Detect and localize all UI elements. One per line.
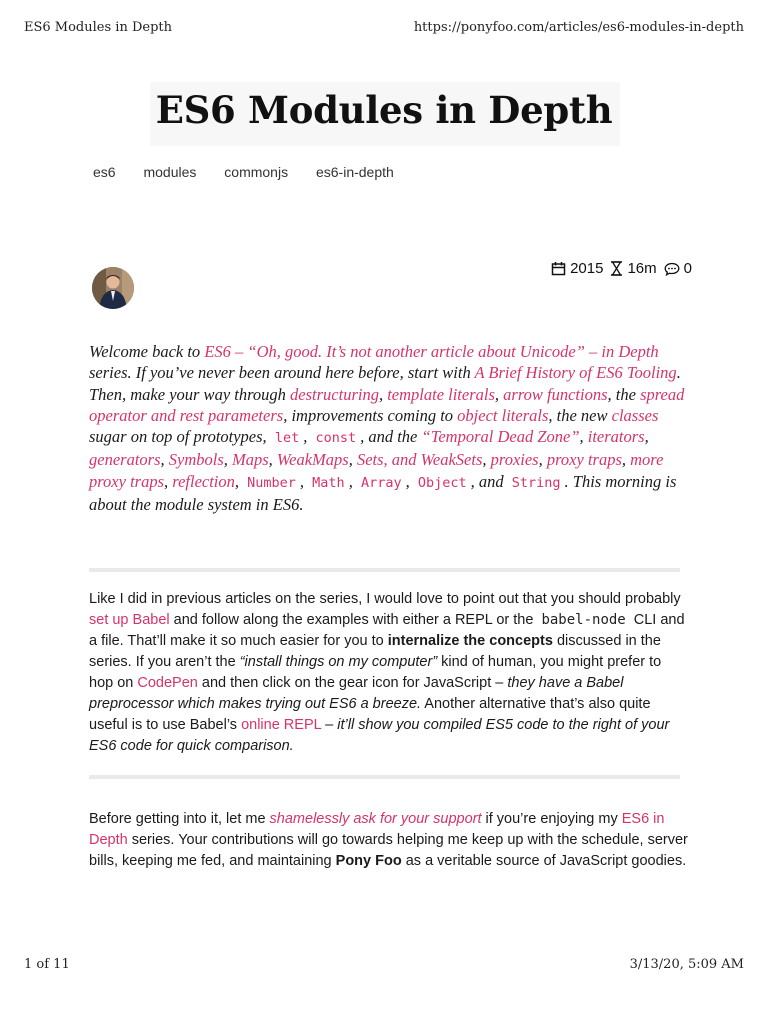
setup-paragraph: Like I did in previous articles on the series, I would love to point out that you should probably set up Babel and follow along the examples with either a REPL or the babel-node CLI and a file. That’ll make it so much easier for you to internalize the concepts discussed in the series. If you aren’t the “install things on my computer” kind of human, you might prefer to hop on CodePen and then click on the gear icon for JavaScript – they have a Babel preprocessor which makes trying out ES6 a breeze. Another alternative that’s also quite useful is to use Babel’s online REPL – it’ll show you compiled ES5 code to the right of your ES6 code for quick comparison. bbox=[89, 591, 685, 754]
tag-es6-in-depth[interactable]: es6-in-depth bbox=[315, 164, 394, 180]
code-array: Array bbox=[360, 474, 402, 491]
link-arrow-functions[interactable]: arrow functions bbox=[503, 384, 608, 404]
code-math: Math bbox=[312, 474, 345, 491]
link-sets-weaksets[interactable]: Sets, and WeakSets bbox=[356, 450, 483, 470]
section-divider bbox=[89, 775, 680, 779]
link-template-literals[interactable]: template literals bbox=[387, 384, 495, 404]
quote-install-things: “install things on my computer” bbox=[239, 654, 438, 670]
code-babel-node: babel-node bbox=[541, 612, 626, 628]
link-temporal-dead-zone[interactable]: “Temporal Dead Zone” bbox=[421, 427, 580, 447]
link-more-proxy-traps[interactable]: more proxy traps bbox=[89, 450, 664, 491]
link-proxies[interactable]: proxies bbox=[490, 450, 539, 470]
code-let: let bbox=[274, 430, 300, 447]
link-symbols[interactable]: Symbols bbox=[168, 450, 224, 470]
link-reflection[interactable]: reflection bbox=[172, 471, 235, 491]
calendar-icon bbox=[551, 261, 566, 276]
link-destructuring[interactable]: destructuring bbox=[290, 384, 379, 404]
link-maps[interactable]: Maps bbox=[232, 450, 269, 470]
code-string: String bbox=[511, 474, 561, 491]
brand-pony-foo: Pony Foo bbox=[335, 853, 402, 869]
link-es6-in-depth[interactable]: ES6 in Depth bbox=[89, 811, 665, 848]
tag-es6[interactable]: es6 bbox=[93, 164, 116, 180]
print-header-title: ES6 Modules in Depth bbox=[24, 20, 172, 35]
code-const: const bbox=[315, 430, 357, 447]
link-support[interactable]: shamelessly ask for your support bbox=[269, 811, 482, 827]
print-datetime: 3/13/20, 5:09 AM bbox=[629, 957, 744, 972]
link-set-up-babel[interactable]: set up Babel bbox=[89, 612, 170, 628]
meta-year: 2015 bbox=[570, 260, 604, 277]
link-proxy-traps[interactable]: proxy traps bbox=[546, 450, 622, 470]
link-iterators[interactable]: iterators bbox=[587, 427, 645, 447]
meta-read-time: 16m bbox=[627, 260, 657, 277]
link-spread-rest[interactable]: spread operator and rest parameters bbox=[89, 384, 685, 425]
link-weakmaps[interactable]: WeakMaps bbox=[276, 450, 349, 470]
note-compiled-es5: it’ll show you compiled ES5 code to the right of your ES6 code for quick comparison. bbox=[89, 717, 670, 754]
article-meta bbox=[551, 260, 692, 277]
link-codepen[interactable]: CodePen bbox=[137, 675, 198, 691]
tag-modules[interactable]: modules bbox=[143, 164, 197, 180]
print-header-url[interactable]: https://ponyfoo.com/articles/es6-modules-in-depth bbox=[413, 20, 744, 35]
link-es6-series[interactable]: ES6 – “Oh, good. It’s not another article about Unicode” – in Depth bbox=[204, 342, 659, 361]
link-online-repl[interactable]: online REPL bbox=[241, 717, 322, 733]
emphasis-internalize: internalize the concepts bbox=[387, 633, 553, 649]
support-paragraph: Before getting into it, let me shamelessly ask for your support if you’re enjoying my ES6 in Depth series. Your contributions will go towards helping me keep up with the schedule, server bills, keeping me fed, and maintaining Pony Foo as a veritable source of JavaScript goodies. bbox=[89, 811, 688, 869]
meta-comment-count: 0 bbox=[683, 260, 692, 277]
section-divider bbox=[89, 568, 680, 572]
note-babel-preprocessor: they have a Babel preprocessor which makes trying out ES6 a breeze. bbox=[89, 675, 624, 712]
link-classes[interactable]: classes bbox=[611, 405, 659, 425]
author-avatar[interactable] bbox=[92, 267, 134, 309]
hourglass-icon bbox=[610, 261, 623, 276]
link-object-literals[interactable]: object literals bbox=[457, 405, 549, 425]
code-object: Object bbox=[417, 474, 467, 491]
code-number: Number bbox=[247, 474, 296, 491]
article-title: ES6 Modules in Depth bbox=[155, 88, 613, 132]
page-counter: 1 of 11 bbox=[24, 957, 70, 972]
link-generators[interactable]: generators bbox=[89, 450, 161, 470]
intro-paragraph: Welcome back to ES6 – “Oh, good. It’s not another article about Unicode” – in Depth series. If you’ve never been around here before, start with A Brief History of ES6 Tooling. Then, make your way through destructuring, template literals, arrow functions, the spread operator and rest parameters, improvements coming to object literals, the new classes sugar on top of prototypes, let , const , and the “Temporal Dead Zone”, iterators, generators, Symbols, Maps, WeakMaps, Sets, and WeakSets, proxies, proxy traps, more proxy traps, reflection, Number , Math , Array , Object , and String . This morning is about the module system in ES6. bbox=[89, 342, 685, 515]
link-es6-tooling[interactable]: A Brief History of ES6 Tooling bbox=[474, 363, 677, 383]
tag-commonjs[interactable]: commonjs bbox=[224, 164, 289, 180]
comment-icon bbox=[664, 262, 680, 276]
tag-list bbox=[93, 164, 418, 180]
